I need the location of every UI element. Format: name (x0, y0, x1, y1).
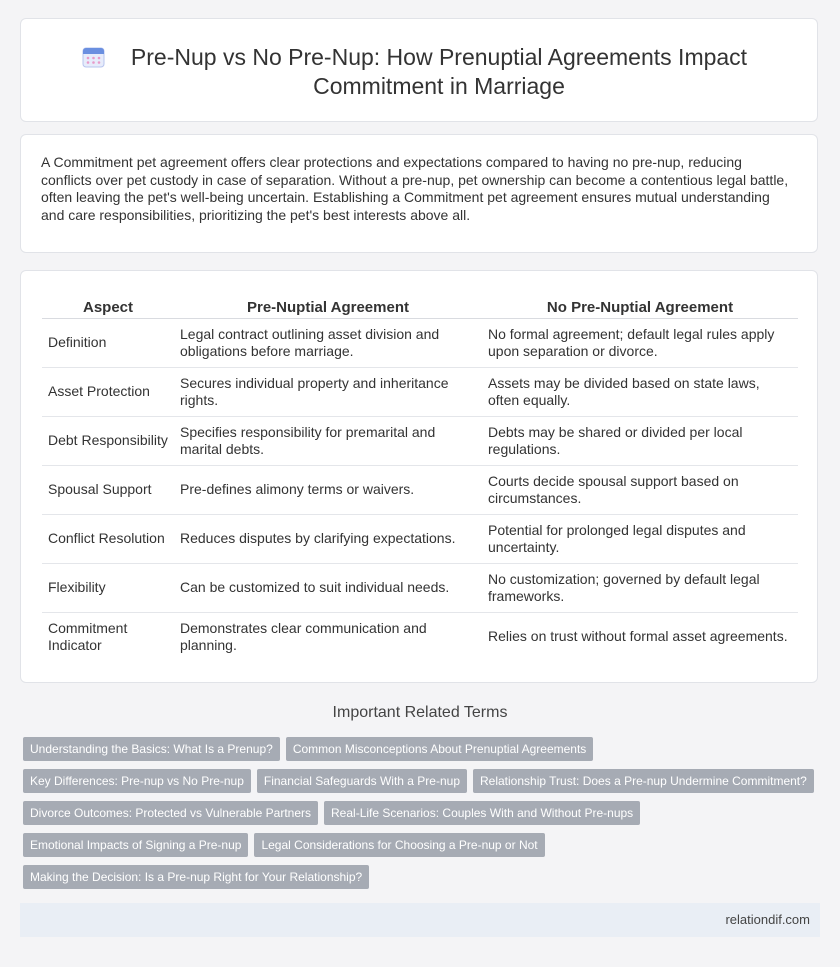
tag-row (23, 737, 823, 769)
row-no-prenup-value: No formal agreement; default legal rules apply upon separation or divorce. (482, 319, 798, 368)
row-no-prenup-value: No customization; governed by default legal frameworks. (482, 564, 798, 613)
row-prenup-value: Specifies responsibility for premarital and marital debts. (174, 417, 482, 466)
intro-paragraph: A Commitment pet agreement offers clear protections and expectations compared to having no pre-nup, reducing conflicts over pet custody in case of separation. Without a pre-nup, pet ownership can become a contentious legal battle, often leaving the pet's well-being uncertain. Establishing a Commitment pet agreement ensures mutual understanding and care responsibilities, prioritizing the pet's best interests above all. (41, 154, 789, 223)
row-prenup-value: Legal contract outlining asset division and obligations before marriage. (174, 319, 482, 368)
table-header-row (42, 296, 798, 319)
footer-site-link[interactable]: relationdif.com (725, 912, 810, 927)
row-prenup-value: Can be customized to suit individual needs. (174, 564, 482, 613)
row-no-prenup-value: Assets may be divided based on state laws, often equally. (482, 368, 798, 417)
table-row (42, 368, 798, 417)
row-aspect: Conflict Resolution (42, 515, 174, 564)
related-term-tag[interactable]: Making the Decision: Is a Pre-nup Right for Your Relationship? (23, 865, 369, 889)
related-term-tag[interactable]: Common Misconceptions About Prenuptial Agreements (286, 737, 594, 761)
tag-row (23, 769, 823, 801)
comparison-table (42, 296, 798, 661)
row-aspect: Spousal Support (42, 466, 174, 515)
related-term-tag[interactable]: Legal Considerations for Choosing a Pre-nup or Not (254, 833, 544, 857)
row-aspect: Definition (42, 319, 174, 368)
related-term-tag[interactable]: Real-Life Scenarios: Couples With and Without Pre-nups (324, 801, 640, 825)
comparison-table-card (20, 270, 818, 683)
row-prenup-value: Demonstrates clear communication and planning. (180, 619, 427, 653)
table-row (42, 564, 798, 613)
row-aspect: Commitment Indicator (48, 619, 128, 653)
table-row (42, 466, 798, 515)
tag-row (23, 833, 823, 865)
related-term-tag[interactable]: Emotional Impacts of Signing a Pre-nup (23, 833, 248, 857)
row-prenup-value: Pre-defines alimony terms or waivers. (174, 466, 482, 515)
row-aspect: Debt Responsibility (42, 417, 174, 466)
row-prenup-value: Reduces disputes by clarifying expectations. (174, 515, 482, 564)
table-row (42, 319, 798, 368)
table-row (42, 417, 798, 466)
related-term-tag[interactable]: Divorce Outcomes: Protected vs Vulnerable Partners (23, 801, 318, 825)
row-aspect: Asset Protection (42, 368, 174, 417)
related-terms-list (23, 737, 823, 897)
column-header-prenup: Pre-Nuptial Agreement (174, 296, 482, 319)
tag-row (23, 801, 823, 833)
related-terms-title: Important Related Terms (332, 704, 508, 721)
row-aspect: Flexibility (42, 564, 174, 613)
row-no-prenup-value: Potential for prolonged legal disputes and uncertainty. (482, 515, 798, 564)
related-term-tag[interactable]: Relationship Trust: Does a Pre-nup Undermine Commitment? (473, 769, 814, 793)
header-card (20, 18, 818, 122)
intro-card (20, 134, 818, 253)
row-no-prenup-value: Courts decide spousal support based on circumstances. (482, 466, 798, 515)
related-term-tag[interactable]: Financial Safeguards With a Pre-nup (257, 769, 467, 793)
related-term-tag[interactable]: Key Differences: Pre-nup vs No Pre-nup (23, 769, 251, 793)
related-term-tag[interactable]: Understanding the Basics: What Is a Prenup? (23, 737, 280, 761)
table-row (42, 613, 798, 661)
row-prenup-value: Secures individual property and inheritance rights. (174, 368, 482, 417)
tag-row (23, 865, 823, 897)
column-header-aspect: Aspect (42, 296, 174, 319)
column-header-no-prenup: No Pre-Nuptial Agreement (482, 296, 798, 319)
row-no-prenup-value: Debts may be shared or divided per local regulations. (482, 417, 798, 466)
row-no-prenup-value: Relies on trust without formal asset agreements. (488, 628, 788, 645)
table-row (42, 515, 798, 564)
page-title: Pre-Nup vs No Pre-Nup: How Prenuptial Agreements Impact Commitment in Marriage (130, 44, 748, 99)
footer (20, 903, 820, 937)
